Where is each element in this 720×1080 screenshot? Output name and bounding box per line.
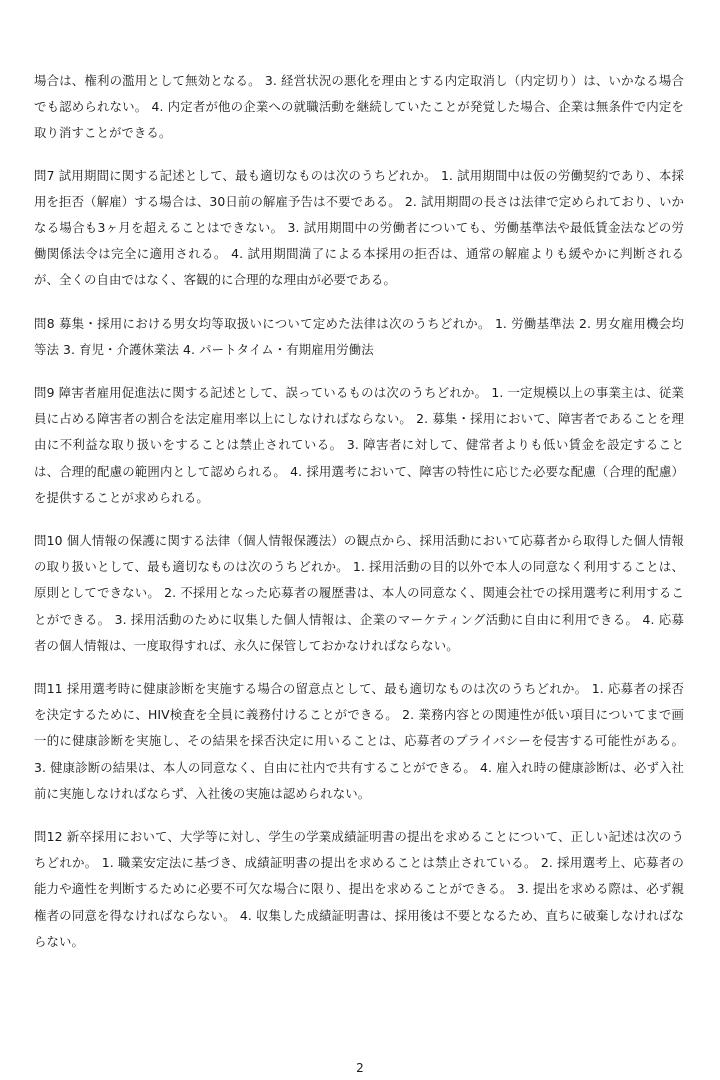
paragraph-continuation — [34, 68, 684, 147]
question-number: 問11 — [34, 681, 63, 697]
question-number: 問10 — [34, 533, 63, 549]
question-7 — [34, 163, 684, 294]
question-text: 募集・採用における男女均等取扱いについて定めた法律は次のうちどれか。 1. 労働基準法 2. 男女雇用機会均等法 3. 育児・介護休業法 4. パートタイム・有期雇用労働法 — [34, 315, 684, 357]
page-number: 2 — [356, 1061, 364, 1075]
question-12 — [34, 824, 684, 955]
question-10 — [34, 528, 684, 659]
question-text: 採用選考時に健康診断を実施する場合の留意点として、最も適切なものは次のうちどれか。 1. 応募者の採否を決定するために、HIV検査を全員に義務付けることができる。 2. 業務内容との関連性が低い項目についてまで画一的に健康診断を実施し、その結果を採否決定に用いることは、応募者のプライバシーを侵害する可能性がある。 3. 健康診断の結果は、本人の同意なく、自由に社内で共有することができる。 4. 雇入れ時の健康診断は、必ず入社前に実施しなければならず、入社後の実施は認められない。 — [34, 681, 684, 801]
question-8 — [34, 311, 684, 363]
question-text: 新卒採用において、大学等に対し、学生の学業成績証明書の提出を求めることについて、正しい記述は次のうちどれか。 1. 職業安定法に基づき、成績証明書の提出を求めることは禁止されている。 2. 採用選考上、応募者の能力や適性を判断するために必要不可欠な場合に限り、提出を求めることができる。 3. 提出を求める際は、必ず親権者の同意を得なければならない。 4. 収集した成績証明書は、採用後は不要となるため、直ちに破棄しなければならない。 — [34, 829, 684, 949]
question-11 — [34, 676, 684, 807]
question-number: 問12 — [34, 829, 63, 845]
question-number: 問9 — [34, 385, 55, 401]
question-text: 個人情報の保護に関する法律（個人情報保護法）の観点から、採用活動において応募者から取得した個人情報の取り扱いとして、最も適切なものは次のうちどれか。 1. 採用活動の目的以外で本人の同意なく利用することは、原則としてできない。 2. 不採用となった応募者の履歴書は、本人の同意なく、関連会社での採用選考に利用することができる。 3. 採用活動のために収集した個人情報は、企業のマーケティング活動に自由に利用できる。 4. 応募者の個人情報は、一度取得すれば、永久に保管しておかなければならない。 — [34, 533, 685, 653]
question-9 — [34, 380, 684, 511]
question-number: 問7 — [34, 167, 55, 183]
question-text: 障害者雇用促進法に関する記述として、誤っているものは次のうちどれか。 1. 一定規模以上の事業主は、従業員に占める障害者の割合を法定雇用率以上にしなければならない。 2. 募集・採用において、障害者であることを理由に不利益な取り扱いをすることは禁止されている。 3. 障害者に対して、健常者よりも低い賃金を設定することは、合理的配慮の範囲内として認められる。 4. 採用選考において、障害の特性に応じた必要な配慮（合理的配慮）を提供することが求められる。 — [34, 385, 684, 505]
paragraph-text: 場合は、権利の濫用として無効となる。 3. 経営状況の悪化を理由とする内定取消し（内定切り）は、いかなる場合でも認められない。 4. 内定者が他の企業への就職活動を継続していたことが発覚した場合、企業は無条件で内定を取り消すことができる。 — [34, 73, 684, 141]
question-text: 試用期間に関する記述として、最も適切なものは次のうちどれか。 1. 試用期間中は仮の労働契約であり、本採用を拒否（解雇）する場合は、30日前の解雇予告は不要である。 2. 試用期間の長さは法律で定められており、いかなる場合も3ヶ月を超えることはできない。 3. 試用期間中の労働者についても、労働基準法や最低賃金法などの労働関係法令は完全に適用される。 4. 試用期間満了による本採用の拒否は、通常の解雇よりも緩やかに判断されるが、全くの自由ではなく、客観的に合理的な理由が必要である。 — [34, 167, 684, 288]
question-number: 問8 — [34, 315, 55, 331]
